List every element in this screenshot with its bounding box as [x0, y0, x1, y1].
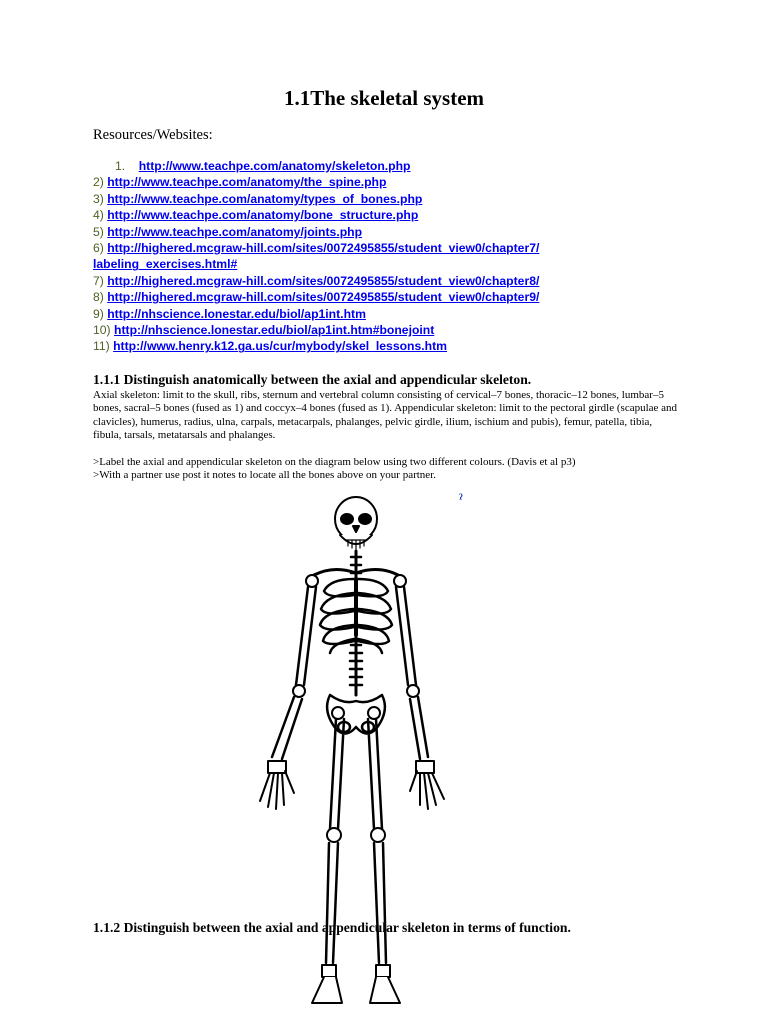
- page-title: 1.1The skeletal system: [283, 86, 485, 110]
- link-lonestar-bonejoint[interactable]: http://nhscience.lonestar.edu/biol/ap1int.htm#bonejoint: [114, 323, 435, 338]
- right-shoulder-joint: [394, 575, 406, 587]
- list-item: [93, 240, 693, 256]
- list-number: 6): [93, 241, 104, 256]
- axial-appendicular-paragraph: Axial skeleton: limit to the skull, ribs, sternum and vertebral column consisting of cervical–7 bones, thoracic–12 bones, lumbar–5 bones, sacral–5 bones (fused as 1) and coccyx–4 bones (fused as 1). Appendicular skeleton: limit to the pectoral girdle (scapulae and clavicles), humerus, radius, ulna, carpals, metacarpals, phalanges, pelvic girdle, ilium, ischium and pubis), femur, patella, tibia, fibula, tarsals, metatarsals and phalanges.: [93, 389, 678, 442]
- right-arm: [396, 587, 444, 809]
- list-number: 8): [93, 290, 104, 305]
- list-number: 3): [93, 191, 104, 206]
- section-heading-1-1-2: 1.1.2 Distinguish between the axial and appendicular skeleton in terms of function.: [93, 920, 571, 935]
- resource-links-list: [93, 158, 693, 355]
- task-label-diagram: >Label the axial and appendicular skeleton on the diagram below using two different colours. (Davis et al p3): [93, 456, 576, 468]
- link-mcgraw-chapter8[interactable]: http://highered.mcgraw-hill.com/sites/0072495855/student_view0/chapter8/: [107, 273, 540, 288]
- list-item: [93, 207, 693, 223]
- link-mcgraw-chapter9[interactable]: http://highered.mcgraw-hill.com/sites/0072495855/student_view0/chapter9/: [107, 290, 540, 305]
- link-henry-skel-lessons[interactable]: http://www.henry.k12.ga.us/cur/mybody/skel_lessons.htm: [113, 339, 448, 354]
- link-teachpe-spine[interactable]: http://www.teachpe.com/anatomy/the_spine.php: [107, 175, 387, 190]
- list-number: 11): [93, 339, 110, 354]
- link-mcgraw-chapter7-cont[interactable]: labeling_exercises.html#: [93, 257, 238, 272]
- left-leg: [312, 707, 344, 1003]
- list-number: 5): [93, 224, 104, 239]
- link-teachpe-types-of-bones[interactable]: http://www.teachpe.com/anatomy/types_of_bones.php: [107, 191, 423, 206]
- list-item: [93, 338, 693, 354]
- list-number: 10): [93, 323, 111, 338]
- section-tasks: [93, 456, 678, 483]
- list-item: [93, 306, 693, 322]
- list-number: 2): [93, 175, 104, 190]
- stray-mark: ˀ: [459, 492, 463, 507]
- link-teachpe-skeleton[interactable]: http://www.teachpe.com/anatomy/skeleton.php: [138, 159, 411, 173]
- list-item: [93, 174, 693, 190]
- task-post-it-notes: >With a partner use post it notes to locate all the bones above on your partner.: [93, 469, 436, 482]
- section-heading-1-1-1: 1.1.1 Distinguish anatomically between the axial and appendicular skeleton.: [93, 372, 532, 387]
- list-item: [93, 273, 693, 289]
- list-item: [93, 322, 693, 338]
- link-mcgraw-chapter7[interactable]: http://highered.mcgraw-hill.com/sites/0072495855/student_view0/chapter7/: [107, 241, 540, 256]
- left-arm: [260, 587, 316, 809]
- list-number: 1.: [115, 159, 126, 173]
- list-number: 9): [93, 306, 104, 321]
- list-item: [93, 256, 693, 272]
- skull: [335, 497, 377, 549]
- link-teachpe-bone-structure[interactable]: http://www.teachpe.com/anatomy/bone_structure.php: [107, 208, 419, 223]
- list-item: [93, 191, 693, 207]
- left-shoulder-joint: [306, 575, 318, 587]
- section-body-1-1-1: [93, 389, 678, 443]
- list-item: [93, 289, 693, 305]
- link-lonestar-ap1int[interactable]: http://nhscience.lonestar.edu/biol/ap1int.htm: [107, 306, 366, 321]
- right-leg: [368, 707, 400, 1003]
- list-number: 7): [93, 273, 104, 288]
- list-item: [93, 224, 693, 240]
- resources-label: Resources/Websites:: [93, 127, 213, 143]
- list-number: 4): [93, 208, 104, 223]
- list-item: [93, 158, 693, 174]
- link-teachpe-joints[interactable]: http://www.teachpe.com/anatomy/joints.php: [107, 224, 363, 239]
